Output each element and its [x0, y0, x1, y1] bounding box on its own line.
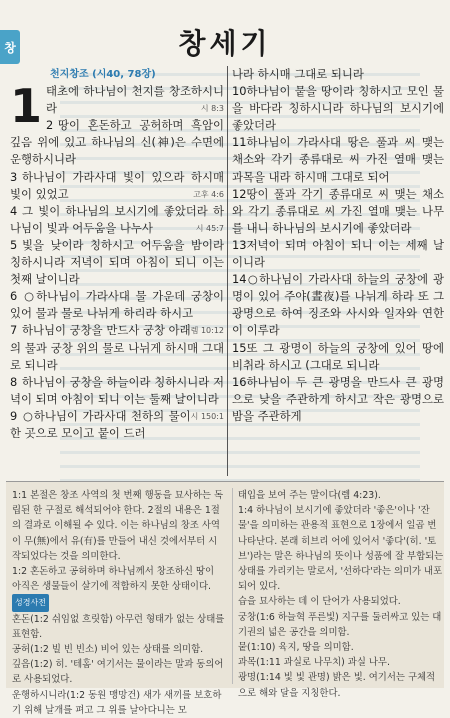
- verse-text: 또 그 광명이 하늘의 궁창에 있어 땅에 비취라 하시고 (그대로 되니라: [232, 340, 444, 372]
- note-entry: 궁창(1:6 하늘혁 푸른빛) 지구를 둘러싸고 있는 대기권의 넓은 공간을 의미함.: [238, 611, 442, 638]
- verse: [10, 288, 224, 336]
- note-entry: 뭍(1:10) 육지, 땅을 의미함.: [238, 642, 354, 654]
- verse-text: 하나님이 궁창을 만드사 궁창 아래의 물과 궁창 위의 물로 나뉘게 하시매 그대로 되니라: [10, 323, 224, 372]
- verse-number: 6: [10, 289, 18, 304]
- verse: [232, 374, 444, 425]
- notes-right: [238, 488, 444, 701]
- verse-text: 그 빛이 하나님의 보시기에 좋았더라 하나님이 빛과 어두움을 나누사: [10, 203, 224, 235]
- verse-text: 나라 하시매 그대로 되니라: [232, 67, 364, 81]
- verse-text: 빛을 낮이라 칭하시고 어두움을 밤이라 칭하시니라 저녁이 되며 아침이 되니 이는 첫째 날이니라: [10, 237, 224, 287]
- verse-text: 땅이 혼돈하고 공허하며 흑암이 깊음 위에 있고 하나님의 신(神)은 수면에 운행하시니라: [10, 118, 224, 167]
- verse: [10, 83, 224, 117]
- note-entry: 과목(1:11 과실로 나무치) 과실 나무.: [238, 657, 390, 669]
- note-entry: 1:1 본절은 창조 사역의 첫 번째 행동을 묘사하는 독립된 한 구절로 해석되어야 한다. 2절의 내용은 1절의 결과로 이해될 수 있다. 이는 하나님의 창조 사역이 무(無)에서 유(有)를 만들어 내신 것에서부터 시작되었다는 것을 의미한다.: [12, 490, 223, 562]
- verse: [232, 340, 444, 374]
- verse-text: ○하나님이 가라사대 물 가운데 궁창이 있어 물과 물로 나뉘게 하리라 하시고: [10, 289, 224, 321]
- page-title: 창세기: [178, 27, 272, 60]
- verse: [232, 134, 444, 185]
- verse-number: 14: [232, 272, 247, 287]
- cross-reference[interactable]: 시 8:3: [200, 104, 224, 114]
- verse: [10, 237, 224, 288]
- verse-number: 3: [10, 169, 18, 184]
- cross-reference[interactable]: 고후 4:6: [193, 189, 224, 199]
- note-entry: 습을 묘사하는 데 이 단어가 사용되었다.: [238, 596, 401, 608]
- verse: [232, 237, 444, 271]
- note-entry: 혼돈(1:2 쉬임없 흐릿함) 아무런 형태가 없는 상태를 표현함.: [12, 613, 225, 640]
- cross-reference[interactable]: 시 150:1: [190, 411, 224, 421]
- verse-text: 하나님이 두 큰 광명을 만드사 큰 광명으로 낮을 주관하게 하시고 작은 광명으로 밤을 주관하게: [232, 374, 444, 423]
- verse-number: 7: [10, 323, 18, 338]
- verse-number: 4: [10, 203, 18, 218]
- verse-text: 하나님이 뭍을 땅이라 칭하시고 모인 물을 바다라 칭하시니라 하나님의 보시기에 좋았더라: [232, 84, 444, 133]
- verse-text: ○하나님이 가라사대 천하의 물이 한 곳으로 모이고 뭍이 드러: [10, 408, 191, 440]
- verse-number: 9: [10, 408, 18, 423]
- cross-reference[interactable]: 시 45:7: [195, 223, 224, 233]
- chapter-number: 1: [10, 79, 43, 134]
- verse-number: 8: [10, 374, 18, 389]
- verse-number: 15: [232, 340, 247, 355]
- notes-divider: [232, 488, 233, 684]
- verse-text: 하나님이 가라사대 빛이 있으라 하시매 빛이 있었고: [10, 169, 224, 201]
- verse-number: 5: [10, 237, 18, 252]
- note-entry: 공허(1:2 빌 빈 빈소) 비어 있는 상태를 의미함.: [12, 644, 204, 656]
- verse-text: ○하나님이 가라사대 하늘의 궁창에 광명이 있어 주야(晝夜)를 나뉘게 하라 또 그 광명으로 하여 징조와 사시와 일자와 연한이 이루라: [232, 272, 444, 338]
- verse: [10, 117, 224, 168]
- verse-text: 하나님이 가라사대 땅은 풀과 씨 맺는 채소와 각기 종류대로 씨 가진 열매 맺는 과목을 내라 하시매 그대로 되어: [232, 135, 444, 184]
- verse: [10, 203, 224, 237]
- note-entry: 깊음(1:2) 히. '테홈' 여기서는 물이라는 말과 동의어로 사용되었다.: [12, 659, 224, 686]
- study-notes: [6, 481, 444, 716]
- dictionary-badge: 성경사전: [12, 594, 49, 611]
- verse-text: 하나님이 궁창을 하늘이라 칭하시니라 저녁이 되며 아침이 되니 이는 둘째 날이니라: [10, 374, 224, 406]
- verse-number: 13: [232, 237, 247, 252]
- verse: [232, 66, 444, 83]
- verse: [10, 169, 224, 203]
- column-divider: [227, 66, 228, 476]
- verse-text: 태초에 하나님이 천지를 창조하시니라: [46, 84, 224, 116]
- verse: [232, 271, 444, 339]
- verse-text: 저녁이 되며 아침이 되니 이는 세째 날이니라: [232, 237, 444, 270]
- verse-number: 12: [232, 186, 247, 201]
- right-column: [232, 66, 444, 425]
- cross-reference[interactable]: 렘 10:12: [190, 326, 224, 336]
- note-entry: 운행하시니라(1:2 동원 맹망건) 새가 새끼를 보호하기 위해 날개를 펴고 그 위를 날아다니는 모: [12, 689, 222, 716]
- note-entry: 1:4 하나님이 보시기에 좋았더라 '좋은'이나 '잔물'을 의미하는 관용적 표현으로 1장에서 일곱 번 나타난다. 본래 히브리 어에 있어서 '좋다'(히. '토브')라는 말은 하나님의 뜻이나 성품에 잘 부합되는 상태를 가리키는 말로서, '선하다'라는 의미가 내포되어 있다.: [238, 505, 444, 593]
- verse-number: 11: [232, 135, 247, 150]
- verse-number: 10: [232, 84, 247, 99]
- verse: [10, 374, 224, 421]
- notes-left: [12, 488, 226, 718]
- note-entry: 태입을 보여 주는 말이다(렘 4:23).: [238, 490, 381, 501]
- verse: [232, 186, 444, 237]
- verse-number: 2: [46, 118, 54, 133]
- note-entry: 광명(1:14 빛 빛 관명) 밝은 빛. 여기서는 구체적으로 해와 달을 지칭한다.: [238, 672, 436, 699]
- left-column: [10, 66, 224, 442]
- note-entry: 1:2 혼돈하고 공허하며 하나님께서 창조하신 땅이 아직은 생물들이 살기에 적합하지 못한 상태이다.: [12, 566, 215, 593]
- verse-text: 땅이 풀과 각기 종류대로 씨 맺는 채소와 각기 종류대로 씨 가진 열매 맺는 나무를 내니 하나님의 보시기에 좋았더라: [232, 186, 444, 235]
- section-heading: 천지창조 (시40, 78장): [50, 69, 156, 80]
- verse: [232, 83, 444, 134]
- book-index-tab[interactable]: 창: [0, 30, 20, 64]
- verse-number: 16: [232, 374, 247, 389]
